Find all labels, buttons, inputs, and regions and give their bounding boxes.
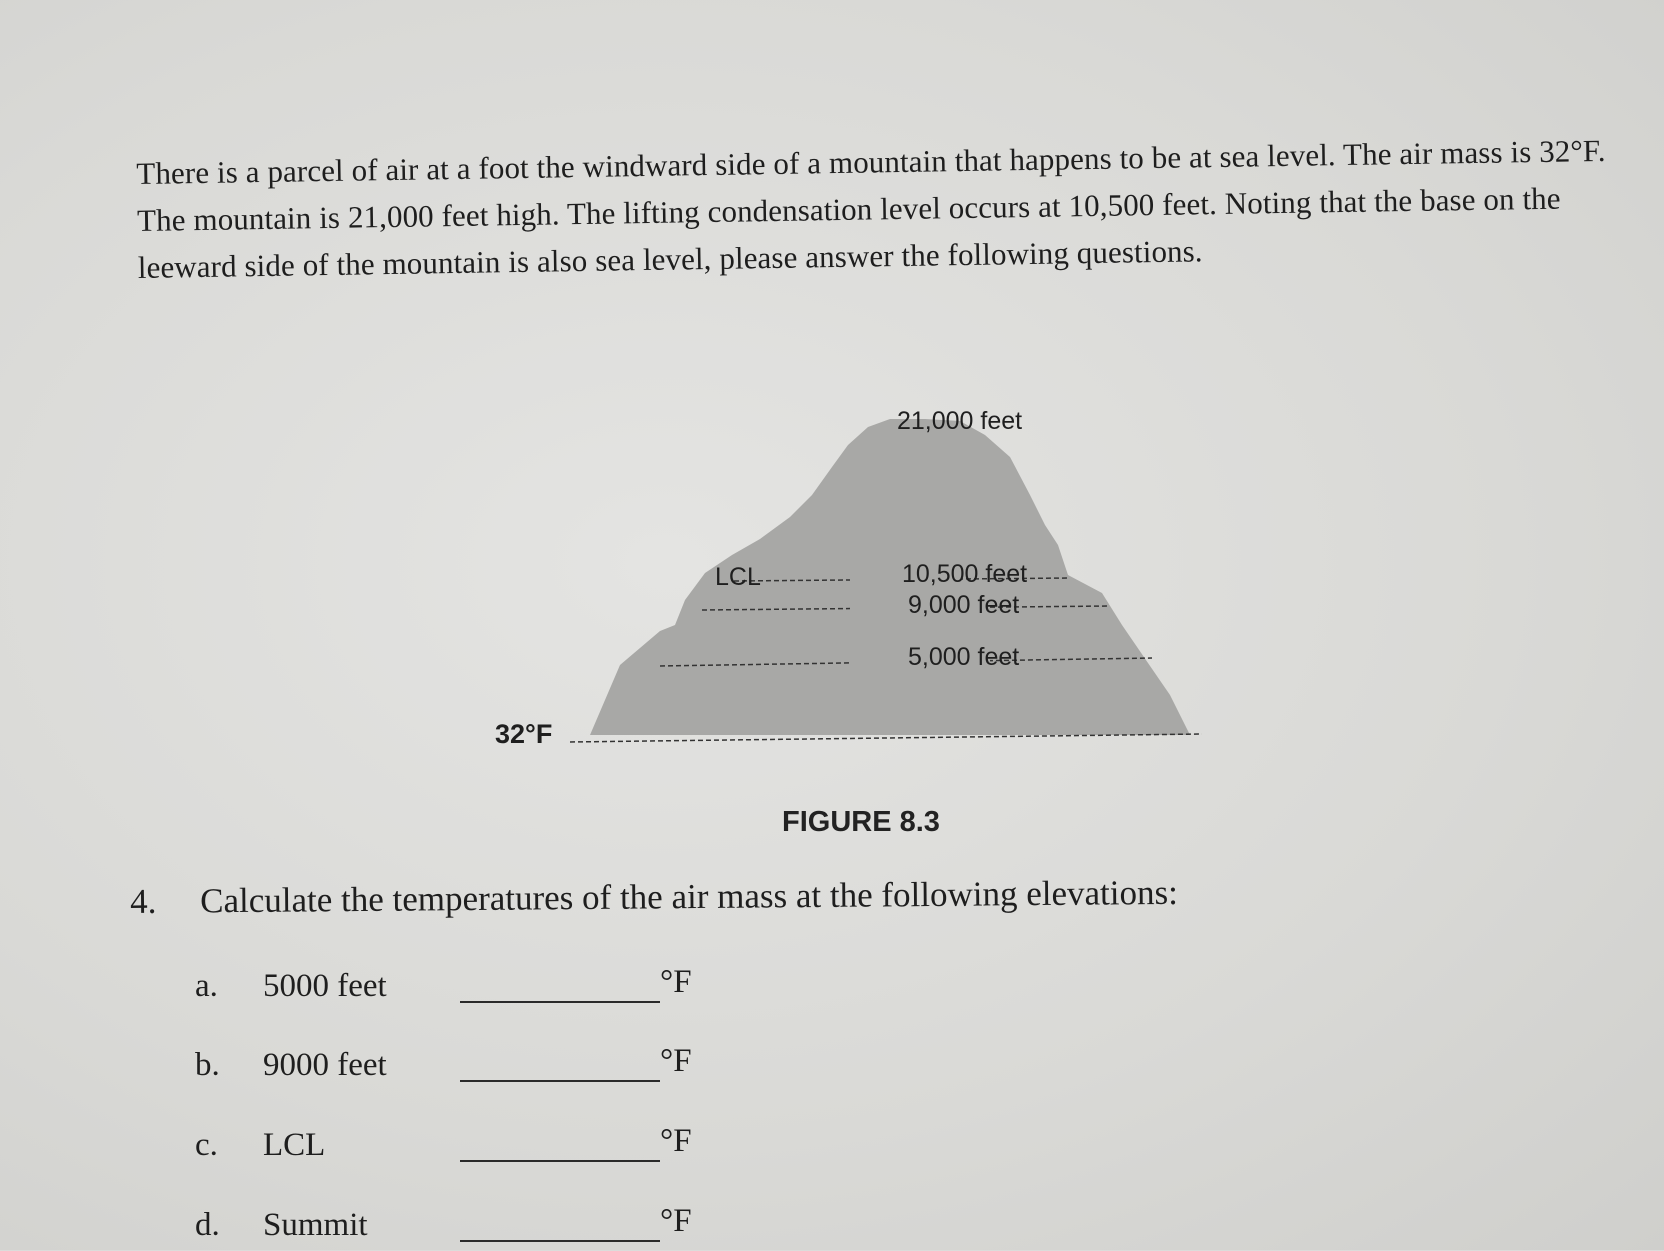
lcl-label: LCL: [715, 563, 761, 591]
elevation-5000-label: 5,000 feet: [908, 643, 1020, 671]
answer-blank-b[interactable]: [460, 1080, 660, 1082]
answer-elevation: LCL: [263, 1127, 326, 1163]
answer-elevation: Summit: [263, 1207, 368, 1243]
question-number: 4.: [130, 881, 157, 921]
answer-elevation: 9000 feet: [263, 1047, 387, 1083]
answer-unit: °F: [660, 1203, 692, 1239]
answer-letter: a.: [195, 968, 218, 1004]
answer-letter: b.: [195, 1047, 220, 1083]
elevation-10500-label: 10,500 feet: [902, 560, 1028, 588]
base-temperature-label: 32°F: [495, 719, 553, 749]
answer-unit: °F: [660, 1043, 692, 1079]
answer-unit: °F: [660, 964, 692, 1000]
answer-blank-c[interactable]: [460, 1160, 660, 1162]
sea-level-line: [570, 734, 1202, 742]
figure-8-3: [470, 395, 1270, 755]
figure-caption: FIGURE 8.3: [782, 806, 940, 838]
answer-unit: °F: [660, 1123, 692, 1159]
question-4: [130, 872, 1330, 922]
answer-letter: d.: [195, 1207, 220, 1243]
answer-elevation: 5000 feet: [263, 968, 387, 1004]
question-text: Calculate the temperatures of the air mass at the following elevations:: [199, 872, 1179, 921]
answer-blank-d[interactable]: [460, 1240, 660, 1242]
summit-label: 21,000 feet: [897, 407, 1023, 435]
problem-statement: There is a parcel of air at a foot the windward side of a mountain that happens to be at sea level. The air mass is 32°F. The mountain is 21,000 feet high. The lifting condensation level occurs at 10,500 feet. Noting that the base on the leeward side of the mountain is also sea level, please answer the following questions.: [136, 132, 1606, 285]
elevation-9000-label: 9,000 feet: [908, 591, 1020, 619]
answer-blank-a[interactable]: [460, 1001, 660, 1003]
answer-letter: c.: [195, 1127, 218, 1163]
mountain-diagram: [470, 395, 1270, 755]
